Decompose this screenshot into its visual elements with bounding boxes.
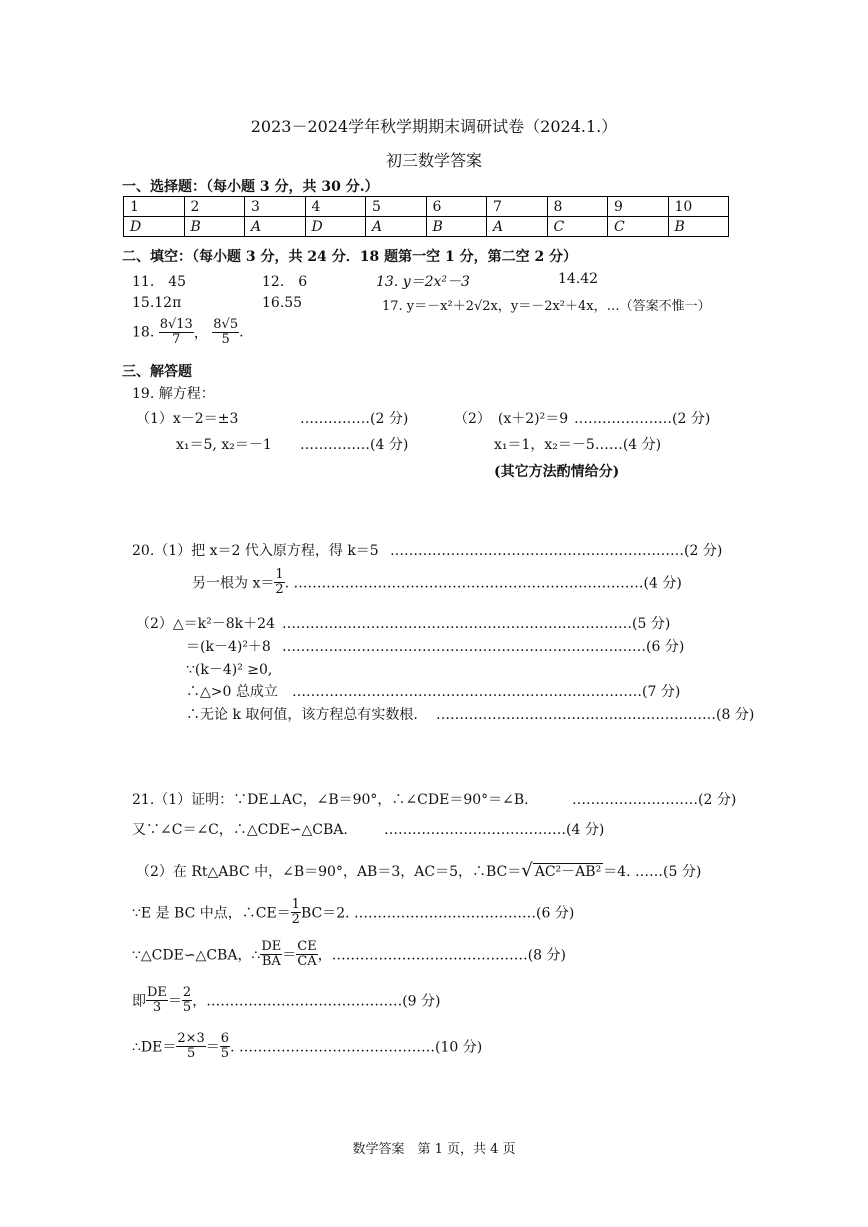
table-cell: C — [547, 217, 608, 237]
q20-2-step5: ∴无论 k 取何值，该方程总有实数根. — [186, 707, 418, 723]
score: . …………………………………………………………………(4 分) — [284, 575, 682, 592]
q21-2-step2 — [132, 898, 574, 927]
fraction — [260, 940, 282, 969]
section-3-heading: 三、解答题 — [122, 364, 192, 380]
q20-2-step3: ∵(k－4)² ≥0, — [186, 662, 273, 678]
table-row-answers — [124, 217, 729, 237]
answer-12: 12. 6 — [262, 274, 308, 290]
q21-2-step4 — [132, 986, 440, 1015]
section-1-heading: 一、选择题：（每小题 3 分，共 30 分.） — [122, 179, 379, 195]
table-cell: 7 — [487, 197, 548, 217]
numerator: DE — [147, 985, 167, 1000]
q20-2-step2: ＝(k－4)²＋8 — [186, 639, 271, 655]
denominator: 5 — [221, 332, 230, 347]
q20-1-step1: 20.（1）把 x＝2 代入原方程，得 k＝5 — [132, 543, 379, 559]
numerator: 1 — [291, 897, 300, 912]
q19-1-step1: （1）x－2＝±3 — [136, 411, 239, 427]
table-cell: A — [487, 217, 548, 237]
page-footer: 数学答案 第 1 页，共 4 页 — [352, 1142, 516, 1157]
table-cell: 4 — [305, 197, 366, 217]
text: 即 — [132, 993, 146, 1010]
page-subtitle: 初三数学答案 — [385, 151, 482, 170]
section-2-heading: 二、填空：（每小题 3 分，共 24 分．18 题第一空 1 分，第二空 2 分） — [122, 249, 578, 265]
score: ……………(4 分) — [300, 437, 409, 453]
denominator: CA — [297, 954, 317, 969]
table-cell: 1 — [124, 197, 185, 217]
q19-2-step2: x₁＝1，x₂＝－5……(4 分) — [494, 437, 662, 453]
numerator: 1 — [275, 567, 284, 582]
q20-1-step2 — [192, 568, 682, 597]
table-cell: 10 — [668, 197, 729, 217]
table-cell: C — [608, 217, 669, 237]
table-cell: 9 — [608, 197, 669, 217]
table-cell: D — [305, 217, 366, 237]
answer-18-label: 18. — [132, 324, 155, 341]
answer-13: 13. y＝2x²－3 — [376, 274, 470, 290]
fraction — [274, 568, 284, 597]
answer-14: 14.42 — [558, 271, 599, 287]
q20-2-step4: ∴△>0 总成立 — [186, 684, 278, 700]
answer-16: 16.55 — [262, 295, 303, 311]
q19-1-step2: x₁＝5, x₂＝－1 — [176, 437, 272, 453]
table-cell: 6 — [426, 197, 487, 217]
numerator: DE — [261, 939, 282, 954]
table-cell: B — [426, 217, 487, 237]
table-cell: 8 — [547, 197, 608, 217]
text: ＝ — [167, 993, 182, 1010]
denominator: 5 — [186, 1046, 196, 1061]
q20-2-step1: （2）△＝k²－8k＋24 — [136, 616, 275, 632]
denominator: 2 — [275, 582, 284, 597]
table-cell: 3 — [245, 197, 306, 217]
denominator: 3 — [152, 1000, 162, 1015]
score: …………………………………………………………………(5 分) — [282, 616, 671, 632]
page-title: 2023－2024学年秋学期期末调研试卷（2024.1.） — [250, 117, 618, 136]
text: ∵△CDE∽△CBA，∴ — [132, 947, 261, 964]
table-cell: B — [668, 217, 729, 237]
score: ……………………………………………………………………(6 分) — [282, 639, 685, 655]
score: …………………(2 分) — [574, 411, 711, 427]
choice-answer-table — [123, 196, 729, 237]
text: 另一根为 x＝ — [192, 575, 275, 592]
denominator: BA — [261, 954, 281, 969]
text: ，……………………………………(8 分) — [317, 947, 566, 964]
table-cell: D — [124, 217, 185, 237]
q19-2-step1: （2） (x＋2)²＝9 — [454, 411, 569, 427]
table-row-numbers — [124, 197, 729, 217]
answer-18: 18. $\frac{8√13}{7}$ ， $\frac{8√5}{5}$ . — [132, 317, 244, 347]
text: ∵E 是 BC 中点，∴CE＝ — [132, 905, 291, 922]
question-19-title: 19. 解方程： — [132, 386, 215, 402]
fraction — [212, 318, 239, 347]
answer-17: 17. y＝－x²＋2√2x，y＝－2x²＋4x，…（答案不惟一） — [382, 299, 711, 314]
numerator: 2×3 — [177, 1031, 205, 1046]
fraction — [176, 1032, 205, 1061]
q21-1-step2: 又∵∠C＝∠C，∴△CDE∽△CBA. — [132, 822, 348, 838]
table-cell: B — [184, 217, 245, 237]
table-cell: 5 — [366, 197, 427, 217]
text: . ……………………………………(10 分) — [230, 1039, 483, 1056]
table-cell: A — [366, 217, 427, 237]
numerator: CE — [297, 939, 317, 954]
answer-15: 15.12π — [132, 295, 182, 311]
fraction — [296, 940, 317, 969]
text: BC＝2. …………………………………(6 分) — [300, 905, 575, 922]
fraction — [159, 318, 194, 347]
text: ＝4. ……(5 分) — [603, 864, 702, 880]
text: ，……………………………………(9 分) — [192, 993, 441, 1010]
denominator: 7 — [172, 332, 181, 347]
text: ∴DE＝ — [132, 1039, 177, 1056]
table-cell: A — [245, 217, 306, 237]
score: …………………………………………………………………(7 分) — [292, 684, 681, 700]
q21-2-step5 — [132, 1032, 482, 1061]
fraction — [291, 898, 301, 927]
numerator: 8√5 — [213, 317, 239, 332]
text: ＝ — [282, 947, 297, 964]
q21-1-step1: 21.（1）证明：∵DE⊥AC，∠B＝90°，∴∠CDE＝90°＝∠B. — [132, 792, 529, 808]
score: ……………………………………………………(8 分) — [436, 707, 755, 723]
text: （2）在 Rt△ABC 中，∠B＝90°，AB＝3，AC＝5，∴BC＝ — [136, 864, 522, 880]
q21-2-step1: （2）在 Rt△ABC 中，∠B＝90°，AB＝3，AC＝5，∴BC＝√ AC²－AB² ＝4. ……(5 分) — [136, 860, 702, 881]
fraction — [146, 986, 168, 1015]
table-cell: 2 — [184, 197, 245, 217]
score: ……………(2 分) — [300, 411, 409, 427]
denominator: 2 — [291, 912, 300, 927]
denominator: 5 — [220, 1046, 230, 1061]
q21-2-step3 — [132, 940, 566, 969]
fraction — [220, 1032, 230, 1061]
score: …………………………………(4 分) — [384, 822, 605, 838]
numerator: 8√13 — [159, 317, 193, 332]
numerator: 2 — [182, 985, 192, 1000]
numerator: 6 — [220, 1031, 230, 1046]
q19-note: (其它方法酌情给分) — [494, 464, 620, 480]
answer-11: 11. 45 — [132, 274, 187, 290]
score: ………………………………………………………(2 分) — [390, 543, 723, 559]
fraction — [182, 986, 192, 1015]
denominator: 5 — [182, 1000, 192, 1015]
sqrt-radicand: AC²－AB² — [534, 864, 602, 880]
text: ＝ — [205, 1039, 220, 1056]
score: ………………………(2 分) — [572, 792, 737, 808]
